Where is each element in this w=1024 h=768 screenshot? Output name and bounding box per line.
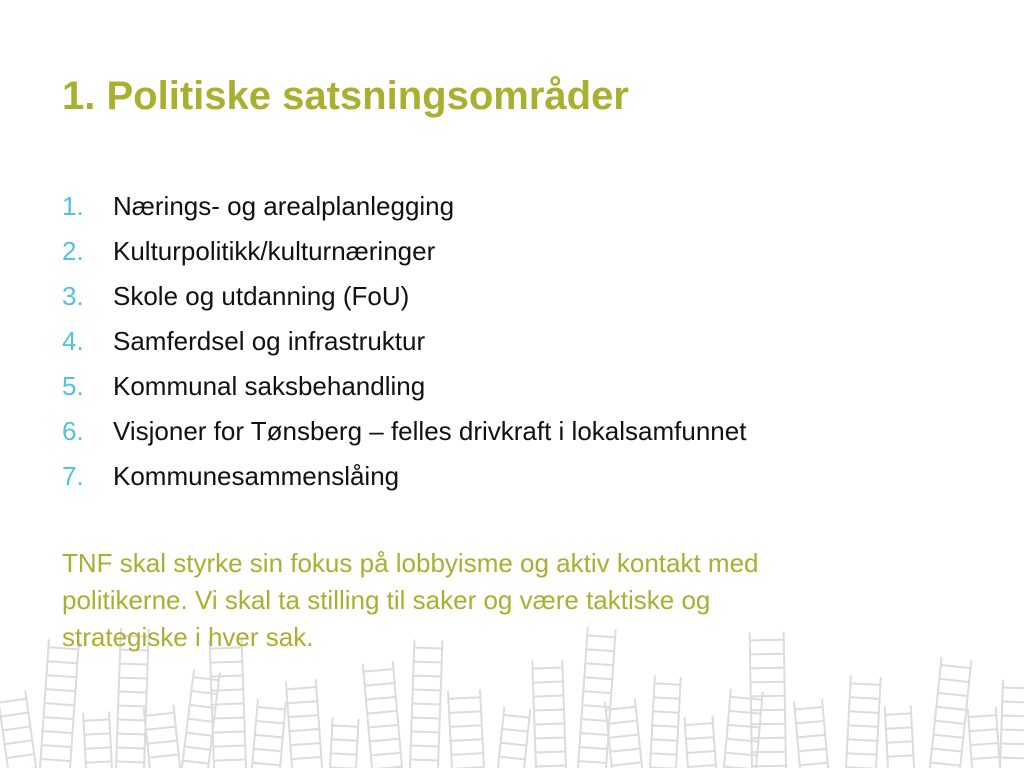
ladder-icon xyxy=(0,691,38,768)
list-item-number: 3. xyxy=(62,281,84,311)
topic-list xyxy=(62,184,746,499)
list-item-text: Kulturpolitikk/kulturnæringer xyxy=(113,236,436,266)
ladder-icon xyxy=(39,639,79,768)
ladder-icon xyxy=(605,699,643,768)
conclusion-line: politikerne. Vi skal ta stilling til saker og være taktiske og xyxy=(62,585,711,615)
list-item-text: Visjoner for Tønsberg – felles drivkraft i lokalsamfunnet xyxy=(113,416,747,446)
ladder-icon xyxy=(410,640,443,768)
ladder-icon xyxy=(845,675,880,768)
list-item xyxy=(62,229,746,274)
conclusion-line: TNF skal styrke sin fokus på lobbyisme og aktiv kontakt med xyxy=(62,548,759,578)
list-item-text: Kommunesammenslåing xyxy=(113,461,400,491)
ladder-icon xyxy=(649,675,680,768)
ladder-icon xyxy=(363,661,403,768)
list-item-text: Kommunal saksbehandling xyxy=(113,371,426,401)
list-item-text: Skole og utdanning (FoU) xyxy=(113,281,410,311)
list-item xyxy=(62,409,746,454)
ladder-icon xyxy=(210,640,247,768)
ladder-icon xyxy=(448,689,485,768)
ladder-icon xyxy=(497,707,530,768)
slide-title: 1. Politiske satsningsområder xyxy=(62,74,629,118)
list-item-number: 1. xyxy=(62,191,84,221)
ladder-icon xyxy=(794,699,829,768)
ladder-icon xyxy=(723,689,763,768)
ladder-icon xyxy=(929,657,972,768)
conclusion-text xyxy=(62,545,962,656)
ladder-icon xyxy=(885,705,915,768)
list-item-text: Samferdsel og infrastruktur xyxy=(113,326,426,356)
list-item-number: 6. xyxy=(62,416,84,446)
ladder-icon xyxy=(83,711,113,768)
list-item xyxy=(62,454,746,499)
ladder-icon xyxy=(532,660,566,768)
conclusion-line: strategiske i hver sak. xyxy=(62,622,314,652)
ladder-icon xyxy=(286,679,323,768)
ladder-icon xyxy=(684,715,716,768)
ladder-icon xyxy=(144,705,182,768)
ladder-icon xyxy=(329,717,358,768)
ladder-icon xyxy=(968,707,1001,768)
list-item-number: 4. xyxy=(62,326,84,356)
ladder-icon xyxy=(251,699,286,768)
list-item xyxy=(62,319,746,364)
list-item xyxy=(62,184,746,229)
list-item-text: Nærings- og arealplanlegging xyxy=(113,191,455,221)
ladder-icon xyxy=(1000,680,1024,768)
list-item-number: 7. xyxy=(62,461,84,491)
list-item-number: 2. xyxy=(62,236,84,266)
list-item xyxy=(62,274,746,319)
list-item xyxy=(62,364,746,409)
list-item-number: 5. xyxy=(62,371,84,401)
